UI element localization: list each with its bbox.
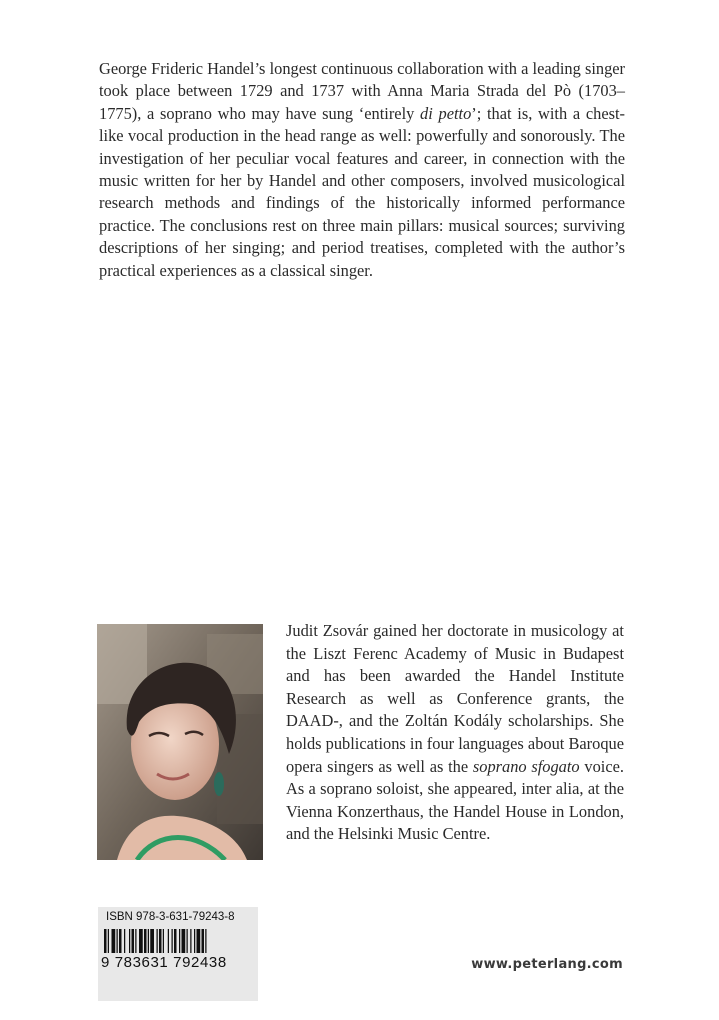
- barcode-bar: [179, 929, 180, 953]
- barcode-bar: [194, 929, 195, 953]
- barcode-bar: [174, 929, 177, 953]
- barcode-bar: [129, 929, 130, 953]
- barcode-bar: [108, 929, 109, 953]
- barcode-bar: [163, 929, 164, 953]
- barcode-bar: [112, 929, 116, 953]
- barcode-bar: [157, 929, 158, 953]
- barcode-bar: [159, 929, 162, 953]
- barcode-bar: [172, 929, 173, 953]
- blurb-italic-term: di petto: [420, 103, 472, 123]
- barcode-bar: [202, 929, 205, 953]
- bio-text-2: voice. As a soprano soloist, she appeared, inter alia, at the Vienna Konzerthaus, the Handel House in London, and the Helsinki Music Centre.: [286, 756, 624, 844]
- bio-text-1: Judit Zsovár gained her doctorate in musicology at the Liszt Ferenc Academy of Music in Budapest and has been awarded the Handel Institute Research as well as Conference grants, the DAAD-, and the Zoltán Kodály scholarships. She holds publications in four languages about Baroque opera singers as well as the: [286, 621, 624, 776]
- barcode-bar: [150, 929, 154, 953]
- barcode-bar: [124, 929, 125, 953]
- isbn-label: ISBN 978-3-631-79243-8: [106, 911, 235, 923]
- author-bio: [286, 620, 624, 846]
- barcode-bar: [144, 929, 147, 953]
- barcode-bar: [190, 929, 191, 953]
- barcode-bar: [135, 929, 136, 953]
- barcode-bar: [197, 929, 201, 953]
- blurb-text-1: George Frideric Handel’s longest continuous collaboration with a leading singer took place between 1729 and 1737 with Anna Maria Strada del Pò (1703–1775), a soprano who may have sung ‘entirely: [99, 59, 625, 123]
- author-portrait-illustration: [97, 624, 263, 860]
- barcode-bar: [119, 929, 122, 953]
- barcode-bar: [187, 929, 188, 953]
- bio-italic-term: soprano sfogato: [472, 756, 580, 776]
- isbn-barcode: [98, 907, 258, 1001]
- blurb-text-2: ’; that is, with a chest-like vocal production in the head range as well: powerfully and sonorously. The investigation of her peculiar vocal features and career, in connection with the music written for her by Handel and other composers, involved musicological research methods and findings of the historically informed performance practice. The conclusions rest on three main pillars: musical sources; surviving descriptions of her singing; and period treatises, completed with the author’s practical experiences as a classical singer.: [99, 103, 625, 280]
- isbn-digits: 9 783631 792438: [101, 954, 227, 971]
- barcode-bar: [148, 929, 149, 953]
- publisher-url[interactable]: www.peterlang.com: [471, 957, 623, 972]
- barcode-bar: [104, 929, 107, 953]
- barcode-bar: [132, 929, 135, 953]
- back-cover-blurb: [99, 58, 625, 282]
- barcode-bar: [205, 929, 206, 953]
- barcode-bar: [139, 929, 143, 953]
- barcode-bar: [168, 929, 169, 953]
- barcode-bar: [117, 929, 118, 953]
- author-photo: [97, 624, 263, 860]
- barcode-bar: [182, 929, 186, 953]
